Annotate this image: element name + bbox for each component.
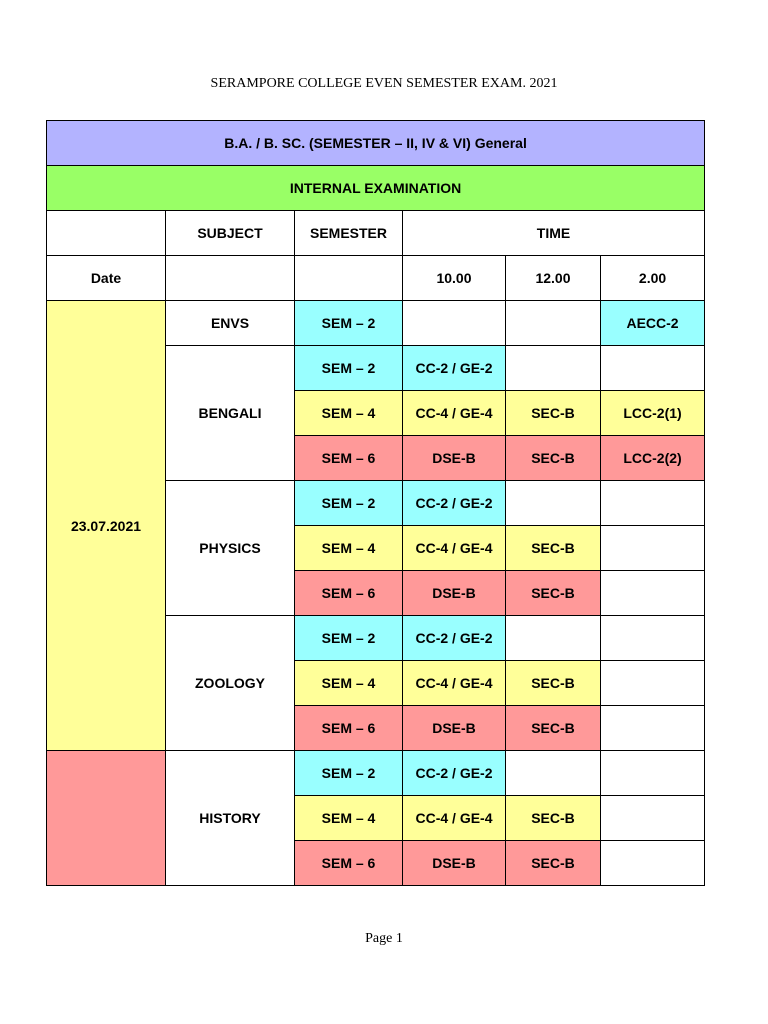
slot-cell: CC-4 / GE-4 bbox=[403, 661, 506, 706]
exam-type-banner: INTERNAL EXAMINATION bbox=[47, 166, 705, 211]
slot-cell bbox=[506, 751, 601, 796]
slot-cell: AECC-2 bbox=[601, 301, 705, 346]
slot-cell bbox=[506, 616, 601, 661]
slot-cell: SEC-B bbox=[506, 391, 601, 436]
semester-cell: SEM – 2 bbox=[295, 751, 403, 796]
slot-cell: LCC-2(2) bbox=[601, 436, 705, 481]
date-cell: 23.07.2021 bbox=[47, 301, 166, 751]
semester-cell: SEM – 6 bbox=[295, 706, 403, 751]
slot-cell: CC-2 / GE-2 bbox=[403, 346, 506, 391]
semester-cell: SEM – 6 bbox=[295, 436, 403, 481]
header-slot-200: 2.00 bbox=[601, 256, 705, 301]
slot-cell bbox=[403, 301, 506, 346]
header-empty bbox=[295, 256, 403, 301]
slot-cell: CC-2 / GE-2 bbox=[403, 751, 506, 796]
slot-cell bbox=[601, 571, 705, 616]
slot-cell: SEC-B bbox=[506, 436, 601, 481]
slot-cell: CC-4 / GE-4 bbox=[403, 796, 506, 841]
subject-cell: PHYSICS bbox=[166, 481, 295, 616]
table-row bbox=[47, 301, 705, 346]
slot-cell: SEC-B bbox=[506, 841, 601, 886]
page-number: Page 1 bbox=[365, 931, 403, 946]
semester-cell: SEM – 6 bbox=[295, 841, 403, 886]
header-slot-1000: 10.00 bbox=[403, 256, 506, 301]
slot-cell: CC-2 / GE-2 bbox=[403, 616, 506, 661]
slot-cell bbox=[506, 301, 601, 346]
slot-cell bbox=[601, 751, 705, 796]
slot-cell bbox=[506, 346, 601, 391]
slot-cell bbox=[601, 841, 705, 886]
slot-cell bbox=[506, 481, 601, 526]
subject-cell: ENVS bbox=[166, 301, 295, 346]
slot-cell bbox=[601, 706, 705, 751]
exam-schedule-table bbox=[46, 120, 705, 886]
slot-cell: DSE-B bbox=[403, 436, 506, 481]
semester-cell: SEM – 4 bbox=[295, 391, 403, 436]
semester-cell: SEM – 2 bbox=[295, 481, 403, 526]
header-time: TIME bbox=[403, 211, 705, 256]
table-row bbox=[47, 751, 705, 796]
subject-cell: ZOOLOGY bbox=[166, 616, 295, 751]
slot-cell: SEC-B bbox=[506, 661, 601, 706]
header-subject: SUBJECT bbox=[166, 211, 295, 256]
header-empty bbox=[166, 256, 295, 301]
slot-cell: DSE-B bbox=[403, 706, 506, 751]
header-date: Date bbox=[47, 256, 166, 301]
header-empty bbox=[47, 211, 166, 256]
slot-cell bbox=[601, 616, 705, 661]
slot-cell: CC-4 / GE-4 bbox=[403, 391, 506, 436]
semester-cell: SEM – 4 bbox=[295, 796, 403, 841]
document-title: SERAMPORE COLLEGE EVEN SEMESTER EXAM. 2021 bbox=[210, 76, 558, 91]
slot-cell bbox=[601, 661, 705, 706]
slot-cell bbox=[601, 526, 705, 571]
semester-cell: SEM – 2 bbox=[295, 346, 403, 391]
semester-cell: SEM – 6 bbox=[295, 571, 403, 616]
slot-cell: SEC-B bbox=[506, 796, 601, 841]
slot-cell: CC-2 / GE-2 bbox=[403, 481, 506, 526]
slot-cell bbox=[601, 796, 705, 841]
slot-cell: CC-4 / GE-4 bbox=[403, 526, 506, 571]
slot-cell: LCC-2(1) bbox=[601, 391, 705, 436]
slot-cell: DSE-B bbox=[403, 571, 506, 616]
header-slot-1200: 12.00 bbox=[506, 256, 601, 301]
subject-cell: BENGALI bbox=[166, 346, 295, 481]
slot-cell: SEC-B bbox=[506, 706, 601, 751]
slot-cell bbox=[601, 481, 705, 526]
slot-cell bbox=[601, 346, 705, 391]
semester-cell: SEM – 2 bbox=[295, 301, 403, 346]
semester-cell: SEM – 2 bbox=[295, 616, 403, 661]
semester-cell: SEM – 4 bbox=[295, 526, 403, 571]
slot-cell: SEC-B bbox=[506, 571, 601, 616]
program-banner: B.A. / B. SC. (SEMESTER – II, IV & VI) General bbox=[47, 121, 705, 166]
date-cell bbox=[47, 751, 166, 886]
slot-cell: DSE-B bbox=[403, 841, 506, 886]
slot-cell: SEC-B bbox=[506, 526, 601, 571]
header-semester: SEMESTER bbox=[295, 211, 403, 256]
semester-cell: SEM – 4 bbox=[295, 661, 403, 706]
subject-cell: HISTORY bbox=[166, 751, 295, 886]
